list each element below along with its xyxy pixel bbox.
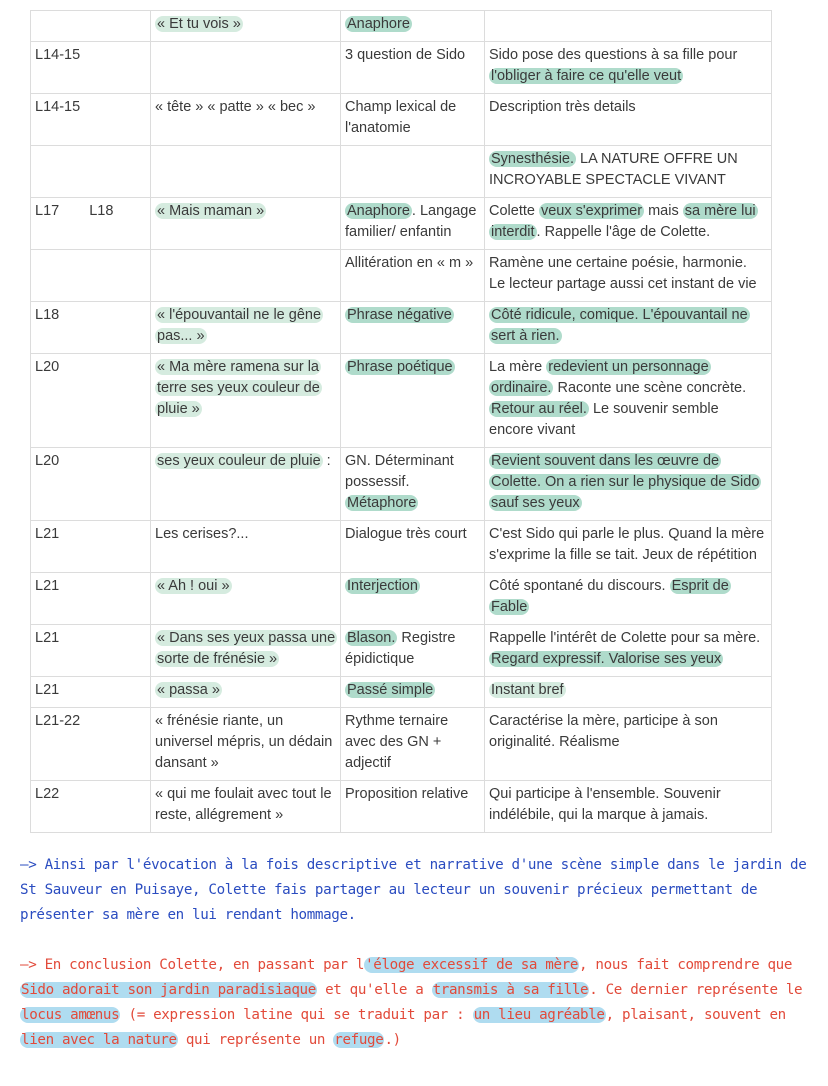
interp-text: Côté spontané du discours. bbox=[489, 578, 670, 594]
interp-text: Raconte une scène concrète. bbox=[553, 380, 747, 396]
interp-text: Le souvenir semble encore vivant bbox=[489, 401, 719, 438]
process-text: Phrase poétique bbox=[347, 359, 453, 375]
process-cell bbox=[341, 302, 485, 354]
interp-text: LA NATURE OFFRE UN INCROYABLE SPECTACLE VIVANT bbox=[489, 151, 738, 188]
interp-text: mais bbox=[644, 203, 683, 219]
quote-tail: : bbox=[322, 453, 331, 469]
process-highlight: Métaphore bbox=[347, 495, 417, 511]
quote-text: « passa » bbox=[157, 682, 220, 698]
quote-cell bbox=[151, 42, 341, 94]
conclusion-highlight: Sido adorait son jardin paradisiaque bbox=[21, 982, 316, 998]
table-row bbox=[31, 521, 772, 573]
interp-highlight: Retour au réel. bbox=[491, 401, 587, 417]
interpretation-cell bbox=[485, 354, 772, 448]
table-row bbox=[31, 250, 772, 302]
ref-cell bbox=[31, 146, 151, 198]
ref-cell: L21 bbox=[31, 677, 151, 708]
ref-cell: L20 bbox=[31, 448, 151, 521]
interp-highlight: sa mère lui interdit bbox=[491, 203, 756, 240]
process-cell bbox=[341, 354, 485, 448]
interp-highlight: Revient souvent dans les œuvre de Colette. On a rien sur le physique de Sido sauf ses yeux bbox=[491, 453, 760, 511]
process-text: Passé simple bbox=[347, 682, 434, 698]
table-row bbox=[31, 625, 772, 677]
process-highlight: Blason. bbox=[347, 630, 396, 646]
conclusion-paragraph-red bbox=[20, 953, 810, 1053]
process-cell bbox=[341, 677, 485, 708]
process-cell: Allitération en « m » bbox=[341, 250, 485, 302]
interpretation-cell: Qui participe à l'ensemble. Souvenir indélébile, qui la marque à jamais. bbox=[485, 781, 772, 833]
interp-highlight: Regard expressif. Valorise ses yeux bbox=[491, 651, 722, 667]
table-row bbox=[31, 146, 772, 198]
quote-text: « Mais maman » bbox=[157, 203, 265, 219]
process-text: Phrase négative bbox=[347, 307, 452, 323]
conclusion-text: —> En conclusion Colette, en passant par l bbox=[20, 957, 365, 973]
table-row bbox=[31, 302, 772, 354]
quote-text: « l'épouvantail ne le gêne pas... » bbox=[157, 307, 322, 344]
quote-text: ses yeux couleur de pluie bbox=[157, 453, 321, 469]
interp-text: Colette bbox=[489, 203, 539, 219]
conclusion-highlight: 'éloge excessif de sa mère bbox=[365, 957, 579, 973]
interp-text: La mère bbox=[489, 359, 547, 375]
interpretation-cell bbox=[485, 677, 772, 708]
interp-highlight: veux s'exprimer bbox=[540, 203, 643, 219]
ref-cell: L20 bbox=[31, 354, 151, 448]
quote-cell bbox=[151, 677, 341, 708]
conclusion-highlight: un lieu agréable bbox=[473, 1007, 605, 1023]
interpretation-cell bbox=[485, 146, 772, 198]
conclusion-text: , plaisant, souvent en bbox=[605, 1007, 786, 1023]
interpretation-cell: Caractérise la mère, participe à son originalité. Réalisme bbox=[485, 708, 772, 781]
quote-cell bbox=[151, 625, 341, 677]
quote-cell bbox=[151, 146, 341, 198]
quote-text: « Ma mère ramena sur la terre ses yeux couleur de pluie » bbox=[157, 359, 320, 417]
interp-highlight: Instant bref bbox=[491, 682, 564, 698]
ref-cell: L21 bbox=[31, 521, 151, 573]
conclusion-text: , nous fait comprendre que bbox=[579, 957, 793, 973]
quote-cell: « qui me foulait avec tout le reste, allégrement » bbox=[151, 781, 341, 833]
conclusion-text: . Ce dernier représente le bbox=[589, 982, 803, 998]
quote-cell bbox=[151, 198, 341, 250]
process-cell bbox=[341, 625, 485, 677]
process-text: Registre épidictique bbox=[345, 630, 456, 667]
quote-cell bbox=[151, 302, 341, 354]
quote-text: « Et tu vois » bbox=[157, 16, 241, 32]
process-text: GN. Déterminant possessif. bbox=[345, 453, 454, 490]
ref-cell bbox=[31, 250, 151, 302]
process-text: . Langage familier/ enfantin bbox=[345, 203, 477, 240]
interp-highlight: redevient un personnage ordinaire. bbox=[491, 359, 709, 396]
ref-cell: L14-15 bbox=[31, 42, 151, 94]
conclusion-paragraph-blue: —> Ainsi par l'évocation à la fois descriptive et narrative d'une scène simple dans le jardin de St Sauveur en Puisaye, Colette fais partager au lecteur un souvenir précieux permettant de présenter sa mère en lui rendant hommage. bbox=[20, 857, 807, 923]
process-text: Interjection bbox=[347, 578, 418, 594]
ref-cell: L21 bbox=[31, 625, 151, 677]
quote-cell: Les cerises?... bbox=[151, 521, 341, 573]
table-row bbox=[31, 42, 772, 94]
interpretation-cell: Ramène une certaine poésie, harmonie. Le lecteur partage aussi cet instant de vie bbox=[485, 250, 772, 302]
quote-cell: « frénésie riante, un universel mépris, un dédain dansant » bbox=[151, 708, 341, 781]
interp-text: . Rappelle l'âge de Colette. bbox=[536, 224, 711, 240]
process-cell: Dialogue très court bbox=[341, 521, 485, 573]
interpretation-cell bbox=[485, 448, 772, 521]
conclusion-highlight: lien avec la nature bbox=[21, 1032, 177, 1048]
process-text: Anaphore bbox=[347, 16, 410, 32]
quote-cell bbox=[151, 354, 341, 448]
interpretation-cell bbox=[485, 42, 772, 94]
ref-b: L18 bbox=[89, 203, 114, 219]
interpretation-cell bbox=[485, 302, 772, 354]
interpretation-cell bbox=[485, 198, 772, 250]
quote-cell bbox=[151, 448, 341, 521]
interp-highlight: Esprit de Fable bbox=[491, 578, 729, 615]
interp-highlight: l'obliger à faire ce qu'elle veut bbox=[491, 68, 682, 84]
ref-cell bbox=[31, 11, 151, 42]
process-cell bbox=[341, 448, 485, 521]
conclusion-text: et qu'elle a bbox=[316, 982, 432, 998]
interpretation-cell: C'est Sido qui parle le plus. Quand la mère s'exprime la fille se tait. Jeux de répétition bbox=[485, 521, 772, 573]
ref-cell bbox=[31, 198, 151, 250]
process-highlight: Anaphore bbox=[347, 203, 410, 219]
ref-cell: L21-22 bbox=[31, 708, 151, 781]
conclusion-text: .) bbox=[384, 1032, 401, 1048]
conclusion-highlight: transmis à sa fille bbox=[432, 982, 589, 998]
process-cell bbox=[341, 11, 485, 42]
conclusion-text: qui représente un bbox=[177, 1032, 334, 1048]
process-cell: 3 question de Sido bbox=[341, 42, 485, 94]
table-row bbox=[31, 354, 772, 448]
interp-highlight: Côté ridicule, comique. L'épouvantail ne sert à rien. bbox=[491, 307, 748, 344]
ref-cell: L21 bbox=[31, 573, 151, 625]
conclusion-highlight: refuge bbox=[334, 1032, 384, 1048]
interpretation-cell bbox=[485, 11, 772, 42]
table-row bbox=[31, 11, 772, 42]
process-cell: Rythme ternaire avec des GN + adjectif bbox=[341, 708, 485, 781]
table-row bbox=[31, 781, 772, 833]
quote-cell bbox=[151, 573, 341, 625]
table-row bbox=[31, 573, 772, 625]
process-cell bbox=[341, 573, 485, 625]
table-row bbox=[31, 94, 772, 146]
conclusion-text: (= expression latine qui se traduit par : bbox=[120, 1007, 473, 1023]
interp-highlight: Synesthésie. bbox=[491, 151, 575, 167]
ref-cell: L18 bbox=[31, 302, 151, 354]
interpretation-cell: Description très details bbox=[485, 94, 772, 146]
quote-text: « Ah ! oui » bbox=[157, 578, 230, 594]
analysis-table bbox=[30, 10, 772, 833]
quote-cell: « tête » « patte » « bec » bbox=[151, 94, 341, 146]
quote-text: « Dans ses yeux passa une sorte de frénésie » bbox=[157, 630, 336, 667]
interp-text: Sido pose des questions à sa fille pour bbox=[489, 47, 738, 63]
table-row bbox=[31, 708, 772, 781]
table-row bbox=[31, 448, 772, 521]
process-cell: Champ lexical de l'anatomie bbox=[341, 94, 485, 146]
interpretation-cell bbox=[485, 573, 772, 625]
table-row bbox=[31, 677, 772, 708]
ref-cell: L14-15 bbox=[31, 94, 151, 146]
table-row bbox=[31, 198, 772, 250]
quote-cell bbox=[151, 11, 341, 42]
process-cell bbox=[341, 146, 485, 198]
ref-cell: L22 bbox=[31, 781, 151, 833]
quote-cell bbox=[151, 250, 341, 302]
process-cell bbox=[341, 198, 485, 250]
conclusion-highlight: locus amœnus bbox=[21, 1007, 120, 1023]
interpretation-cell bbox=[485, 625, 772, 677]
interp-text: Rappelle l'intérêt de Colette pour sa mère. bbox=[489, 630, 761, 646]
process-cell: Proposition relative bbox=[341, 781, 485, 833]
ref-a: L17 bbox=[35, 203, 60, 219]
